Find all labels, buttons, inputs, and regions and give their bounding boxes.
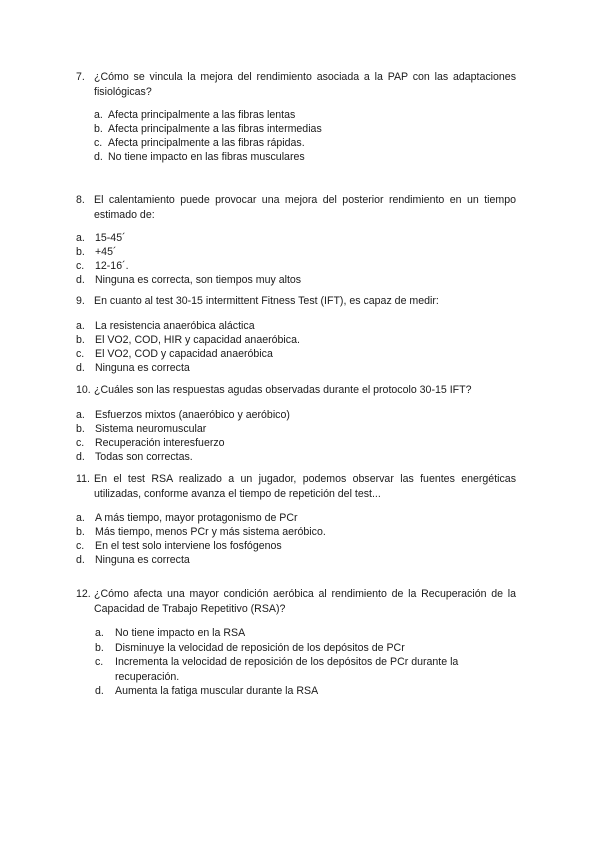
options-11 bbox=[76, 511, 326, 567]
option-9d bbox=[76, 361, 300, 375]
options-12 bbox=[95, 626, 495, 699]
option-text: El VO2, COD y capacidad anaeróbica bbox=[95, 348, 273, 360]
option-text: La resistencia anaeróbica aláctica bbox=[95, 320, 255, 332]
option-text: Aumenta la fatiga muscular durante la RSA bbox=[115, 685, 319, 697]
question-7 bbox=[76, 70, 516, 100]
option-12a bbox=[95, 626, 495, 641]
option-letter: c. bbox=[76, 437, 85, 449]
options-9 bbox=[76, 319, 300, 375]
option-10d bbox=[76, 450, 290, 464]
option-12b bbox=[95, 641, 495, 656]
option-text: No tiene impacto en las fibras musculares bbox=[108, 151, 305, 163]
option-11a bbox=[76, 511, 326, 525]
option-letter: b. bbox=[76, 526, 85, 538]
option-text: Sistema neuromuscular bbox=[95, 423, 207, 435]
option-letter: b. bbox=[76, 246, 85, 258]
option-letter: d. bbox=[76, 274, 85, 286]
option-letter: a. bbox=[76, 512, 85, 524]
option-text: Más tiempo, menos PCr y más sistema aeróbico. bbox=[95, 526, 326, 538]
option-letter: c. bbox=[76, 260, 85, 272]
options-10 bbox=[76, 408, 290, 464]
question-11 bbox=[76, 472, 516, 502]
option-8c bbox=[76, 259, 301, 273]
question-12 bbox=[76, 587, 516, 617]
option-letter: c. bbox=[76, 348, 85, 360]
options-8 bbox=[76, 231, 301, 287]
option-text: En el test solo interviene los fosfógenos bbox=[95, 540, 282, 552]
option-7b bbox=[94, 122, 322, 136]
option-7d bbox=[94, 150, 322, 164]
question-number: 10. bbox=[76, 384, 91, 396]
option-9a bbox=[76, 319, 300, 333]
option-text: Todas son correctas. bbox=[95, 451, 193, 463]
option-letter: a. bbox=[94, 109, 103, 121]
option-letter: b. bbox=[76, 423, 85, 435]
option-letter: b. bbox=[95, 641, 104, 654]
option-letter: d. bbox=[94, 151, 103, 163]
option-text: Recuperación interesfuerzo bbox=[95, 437, 225, 449]
option-letter: d. bbox=[76, 451, 85, 463]
option-11b bbox=[76, 525, 326, 539]
option-12c bbox=[95, 655, 495, 684]
option-text: +45´ bbox=[95, 246, 117, 258]
option-letter: c. bbox=[95, 656, 104, 668]
question-text: El calentamiento puede provocar una mejora del posterior rendimiento en un tiempo estimado de: bbox=[94, 194, 516, 221]
option-text: Afecta principalmente a las fibras intermedias bbox=[108, 123, 322, 135]
option-11d bbox=[76, 553, 326, 567]
question-number: 8. bbox=[76, 194, 85, 206]
option-text: Ninguna es correcta bbox=[95, 554, 190, 566]
option-text: A más tiempo, mayor protagonismo de PCr bbox=[95, 512, 298, 524]
option-letter: d. bbox=[76, 362, 85, 374]
option-letter: c. bbox=[94, 137, 103, 149]
option-7c bbox=[94, 136, 322, 150]
option-text: No tiene impacto en la RSA bbox=[115, 627, 246, 639]
question-9 bbox=[76, 294, 516, 309]
question-number: 11. bbox=[76, 473, 90, 485]
question-number: 9. bbox=[76, 295, 85, 307]
option-letter: d. bbox=[95, 685, 104, 697]
question-number: 7. bbox=[76, 71, 85, 83]
option-letter: a. bbox=[76, 232, 85, 244]
option-text: Esfuerzos mixtos (anaeróbico y aeróbico) bbox=[95, 409, 290, 421]
option-10b bbox=[76, 422, 290, 436]
option-8b bbox=[76, 245, 301, 259]
question-number: 12. bbox=[76, 588, 91, 600]
option-text: Incrementa la velocidad de reposición de los depósitos de PCr durante la recuperación. bbox=[115, 656, 459, 683]
option-8a bbox=[76, 231, 301, 245]
option-letter: a. bbox=[95, 627, 104, 639]
option-11c bbox=[76, 539, 326, 553]
option-10c bbox=[76, 436, 290, 450]
option-letter: a. bbox=[76, 320, 85, 332]
option-text: Afecta principalmente a las fibras rápidas. bbox=[108, 137, 305, 149]
question-text: En cuanto al test 30-15 intermittent Fitness Test (IFT), es capaz de medir: bbox=[94, 295, 439, 307]
option-letter: b. bbox=[94, 123, 103, 135]
option-text: Ninguna es correcta bbox=[95, 362, 190, 374]
option-letter: c. bbox=[76, 540, 85, 552]
question-text: ¿Cómo se vincula la mejora del rendimiento asociada a la PAP con las adaptaciones fisiológicas? bbox=[94, 71, 516, 98]
option-text: El VO2, COD, HIR y capacidad anaeróbica. bbox=[95, 334, 300, 346]
question-text: En el test RSA realizado a un jugador, podemos observar las fuentes energéticas utilizadas, conforme avanza el tiempo de repetición del test... bbox=[94, 473, 516, 500]
question-text: ¿Cuáles son las respuestas agudas observadas durante el protocolo 30-15 IFT? bbox=[94, 384, 472, 396]
option-text: 12-16´. bbox=[95, 260, 129, 272]
option-10a bbox=[76, 408, 290, 422]
option-8d bbox=[76, 273, 301, 287]
option-7a bbox=[94, 108, 322, 122]
option-text: Disminuye la velocidad de reposición de los depósitos de PCr bbox=[115, 641, 405, 654]
option-9c bbox=[76, 347, 300, 361]
option-text: Afecta principalmente a las fibras lentas bbox=[108, 109, 296, 121]
question-text: ¿Cómo afecta una mayor condición aeróbica al rendimiento de la Recuperación de la Capacidad de Trabajo Repetitivo (RSA)? bbox=[94, 588, 516, 615]
option-12d bbox=[95, 684, 495, 699]
option-text: 15-45´ bbox=[95, 232, 126, 244]
option-letter: a. bbox=[76, 409, 85, 421]
options-7 bbox=[94, 108, 322, 164]
option-9b bbox=[76, 333, 300, 347]
option-letter: d. bbox=[76, 554, 85, 566]
option-letter: b. bbox=[76, 334, 85, 346]
question-10 bbox=[76, 383, 516, 398]
option-text: Ninguna es correcta, son tiempos muy altos bbox=[95, 274, 302, 286]
question-8 bbox=[76, 193, 516, 223]
